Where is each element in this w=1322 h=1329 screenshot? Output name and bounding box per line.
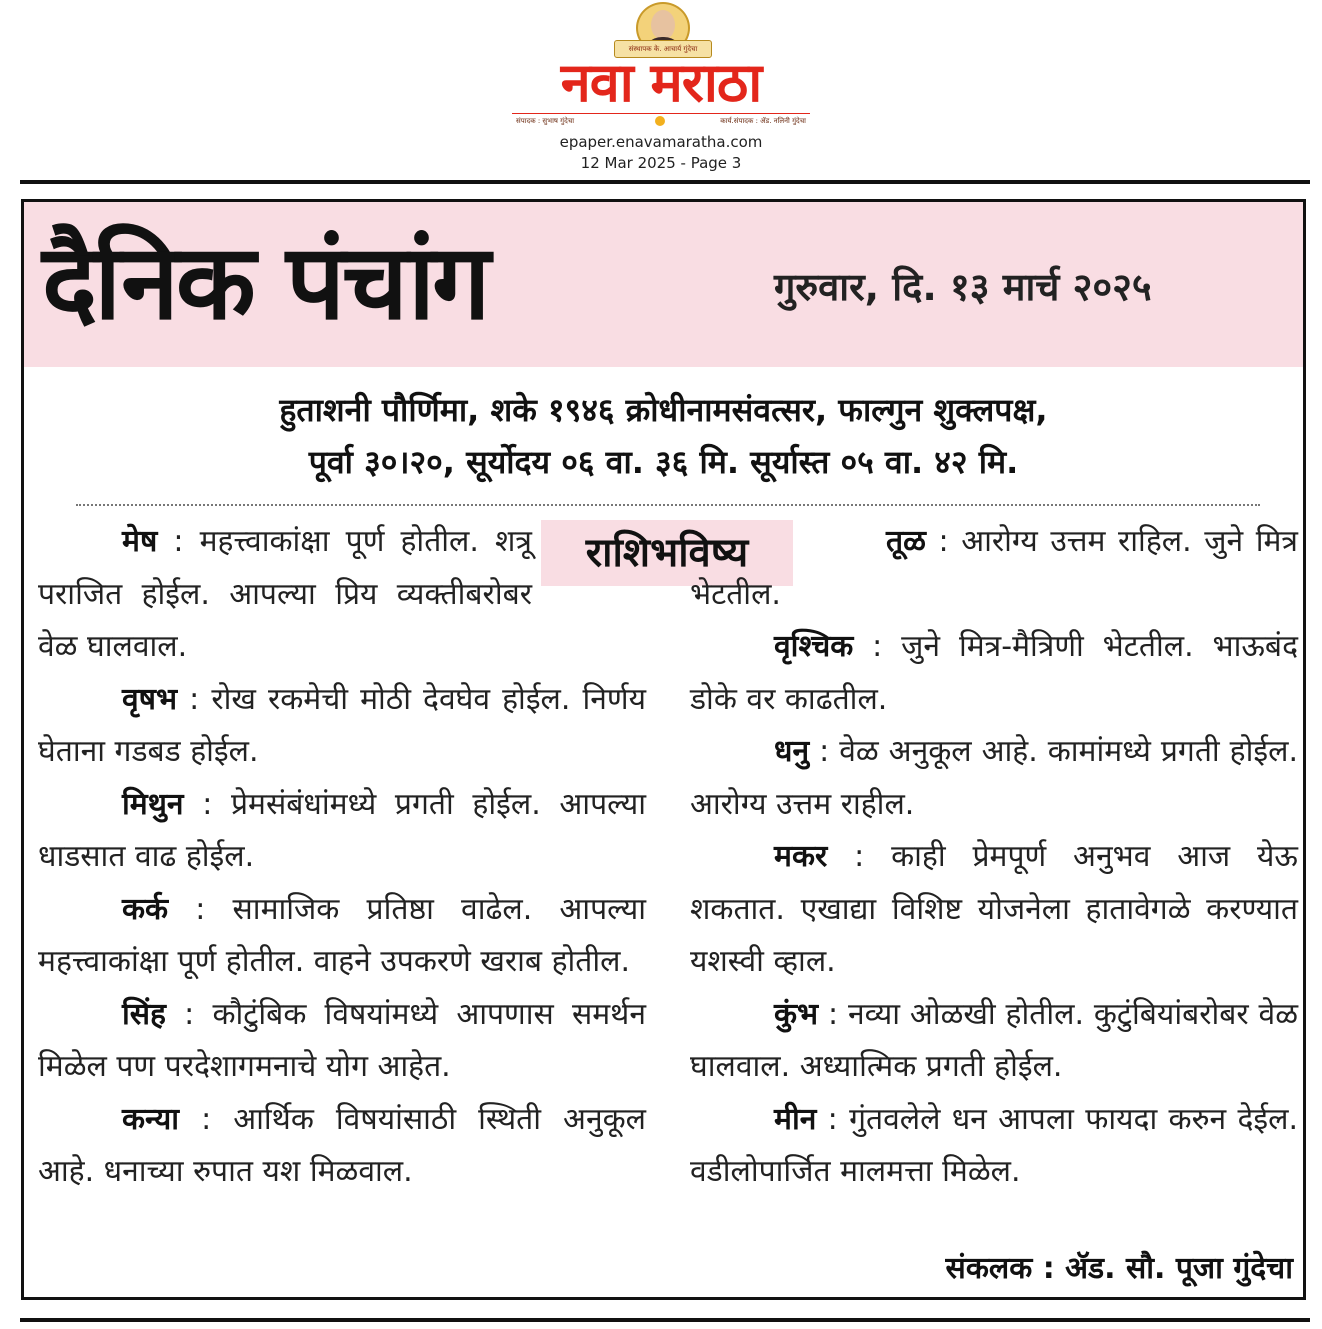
horoscope-entry	[690, 726, 1298, 831]
sign-text: : वेळ अनुकूल आहे. कामांमध्ये प्रगती होईल. आरोग्य उत्तम राहील.	[690, 734, 1298, 822]
sign-name: कर्क	[122, 891, 169, 927]
section-badge: राशिभविष्य	[541, 520, 793, 586]
brand-name: नवा मराठा	[560, 51, 762, 114]
sign-text: : महत्त्वाकांक्षा पूर्ण होतील. शत्रू पराजित होईल. आपल्या प्रिय व्यक्तीबरोबर वेळ घालवाल.	[38, 524, 532, 664]
sign-name: धनु	[774, 734, 810, 769]
horoscope-entry	[38, 1094, 646, 1199]
sign-text: : जुने मित्र-मैत्रिणी भेटतील. भाऊबंद डोके वर काढतील.	[690, 629, 1298, 717]
horoscope-entry	[690, 831, 1298, 989]
sun-icon	[655, 116, 665, 126]
horoscope-entry	[690, 621, 1298, 726]
edition-dateline: 12 Mar 2025 - Page 3	[580, 154, 742, 172]
sign-name: वृषभ	[122, 681, 178, 717]
horoscope-right-column	[690, 516, 1298, 1199]
bottom-rule	[20, 1318, 1310, 1322]
horoscope-entry	[38, 779, 646, 884]
founder-ribbon: संस्थापक के. आचार्य गुंदेचा	[614, 40, 712, 58]
article-frame	[21, 199, 1306, 1300]
editor-credit: संपादक : सुभाष गुंदेचा	[516, 117, 575, 125]
executive-editor-credit: कार्य.संपादक : ॲड. नलिनी गुंदेचा	[720, 117, 806, 125]
horoscope-entry	[38, 989, 646, 1094]
horoscope-entry	[690, 989, 1298, 1094]
sign-text: : कौटुंबिक विषयांमध्ये आपणास समर्थन मिळेल पण परदेशागमनाचे योग आहेत.	[38, 996, 646, 1084]
sign-name: कुंभ	[774, 996, 819, 1032]
sign-text: : नव्या ओळखी होतील. कुटुंबियांबरोबर वेळ घालवाल. अध्यात्मिक प्रगती होईल.	[690, 996, 1298, 1084]
sign-name: मिथुन	[122, 786, 184, 822]
sign-text: : आरोग्य उत्तम राहिल. जुने मित्र भेटतील.	[690, 524, 1298, 612]
horoscope-entry	[38, 674, 646, 779]
top-rule	[20, 180, 1310, 184]
sign-text: : आर्थिक विषयांसाठी स्थिती अनुकूल आहे. धनाच्या रुपात यश मिळवाल.	[38, 1101, 646, 1189]
sign-name: कन्या	[122, 1101, 180, 1137]
horoscope-entry	[690, 516, 1298, 621]
panchang-info-line-2: पूर्वा ३०।२०, सूर्योदय ०६ वा. ३६ मि. सूर्यास्त ०५ वा. ४२ मि.	[308, 443, 1019, 481]
badge-gap	[532, 516, 646, 616]
article-date: गुरुवार, दि. १३ मार्च २०२५	[774, 265, 1152, 309]
sign-text: : गुंतवलेले धन आपला फायदा करुन देईल. वडीलोपार्जित मालमत्ता मिळेल.	[690, 1101, 1298, 1189]
panchang-info-line-1: हुताशनी पौर्णिमा, शके १९४६ क्रोधीनामसंवत्सर, फाल्गुन शुक्लपक्ष,	[279, 391, 1048, 429]
sign-name: मीन	[774, 1101, 817, 1137]
newspaper-logo[interactable]	[506, 0, 816, 130]
title-band	[24, 202, 1303, 367]
sign-name: मेष	[122, 524, 158, 559]
compiler-credit: संकलक : ॲड. सौ. पूजा गुंदेचा	[945, 1251, 1293, 1286]
horoscope-entry	[690, 1094, 1298, 1199]
article-title: दैनिक पंचांग	[42, 221, 488, 343]
sign-name: मकर	[774, 839, 828, 874]
dotted-divider	[76, 504, 1260, 506]
horoscope-left-column	[38, 516, 646, 1199]
sign-text: : रोख रकमेची मोठी देवघेव होईल. निर्णय घेताना गडबड होईल.	[38, 681, 646, 769]
sign-name: सिंह	[122, 996, 166, 1032]
sign-text: : काही प्रेमपूर्ण अनुभव आज येऊ शकतात. एखाद्या विशिष्ट योजनेला हातावेगळे करण्यात यशस्वी व्हाल.	[690, 839, 1298, 979]
horoscope-entry	[38, 884, 646, 989]
sign-name: वृश्चिक	[774, 629, 854, 664]
sign-text: : सामाजिक प्रतिष्ठा वाढेल. आपल्या महत्त्वाकांक्षा पूर्ण होतील. वाहने उपकरणे खराब होतील.	[38, 891, 646, 979]
masthead	[0, 0, 1322, 180]
sign-text: : प्रेमसंबंधांमध्ये प्रगती होईल. आपल्या धाडसात वाढ होईल.	[38, 786, 646, 874]
brand-subline	[512, 113, 810, 128]
site-url[interactable]: epaper.enavamaratha.com	[559, 133, 763, 151]
sign-name: तूळ	[886, 524, 926, 559]
